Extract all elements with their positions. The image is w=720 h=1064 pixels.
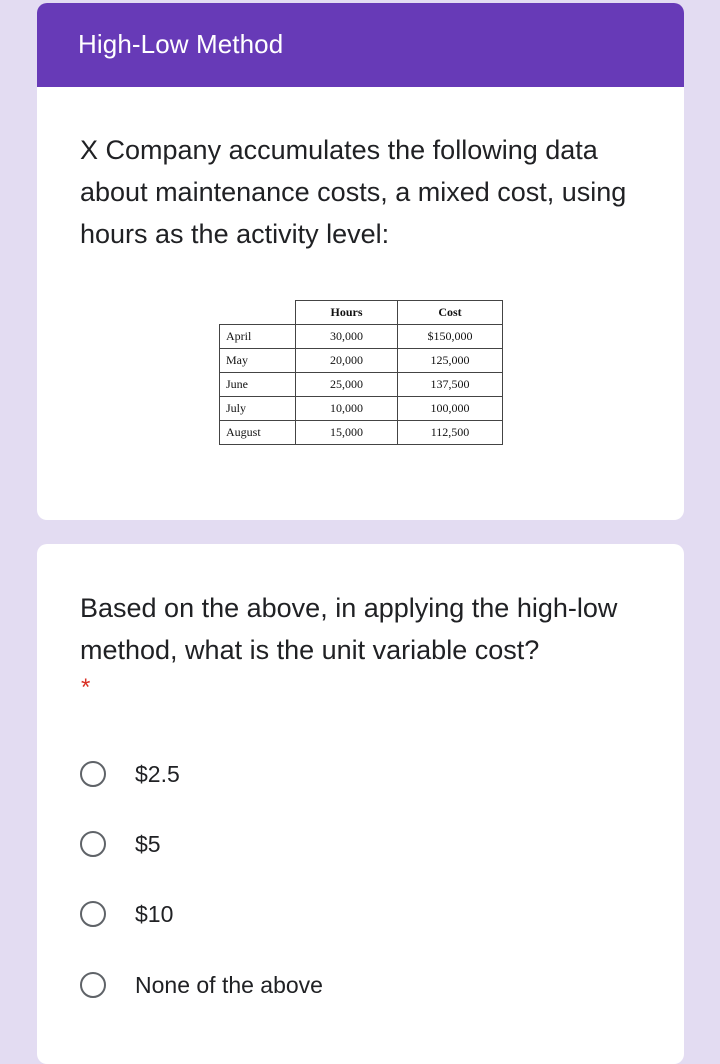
radio-button-icon[interactable] [80, 761, 106, 787]
month-cell: May [220, 349, 296, 373]
table-row [220, 325, 503, 349]
option-label: $10 [135, 900, 174, 927]
form-header-bar [37, 3, 684, 87]
month-cell: July [220, 397, 296, 421]
form-header-card [37, 3, 684, 520]
option-none-of-the-above[interactable] [80, 968, 323, 1002]
hours-cell: 15,000 [296, 421, 398, 445]
table-row [220, 349, 503, 373]
cost-cell: 125,000 [398, 349, 503, 373]
form-title: High-Low Method [78, 29, 284, 59]
option-label: None of the above [135, 971, 323, 998]
radio-button-icon[interactable] [80, 831, 106, 857]
hours-cell: 25,000 [296, 373, 398, 397]
month-cell: April [220, 325, 296, 349]
table-row [220, 397, 503, 421]
option-2-5[interactable] [80, 757, 180, 791]
option-label: $5 [135, 830, 161, 857]
hours-cell: 10,000 [296, 397, 398, 421]
hours-cell: 20,000 [296, 349, 398, 373]
question-text: Based on the above, in applying the high-low method, what is the unit variable cost? [80, 593, 618, 665]
option-10[interactable] [80, 897, 173, 931]
column-header-cost: Cost [398, 301, 503, 325]
option-5[interactable] [80, 827, 161, 861]
cost-cell: 137,500 [398, 373, 503, 397]
month-cell: August [220, 421, 296, 445]
table-corner-cell [220, 301, 296, 325]
table-header-row [220, 301, 503, 325]
option-label: $2.5 [135, 760, 180, 787]
month-cell: June [220, 373, 296, 397]
column-header-hours: Hours [296, 301, 398, 325]
table-row [220, 421, 503, 445]
cost-cell: 112,500 [398, 421, 503, 445]
cost-cell: 100,000 [398, 397, 503, 421]
radio-button-icon[interactable] [80, 972, 106, 998]
question-card [37, 544, 684, 1064]
radio-button-icon[interactable] [80, 901, 106, 927]
table-row [220, 373, 503, 397]
cost-data-table [219, 300, 503, 445]
form-description: X Company accumulates the following data about maintenance costs, a mixed cost, using hours as the activity level: [80, 135, 627, 249]
cost-cell: $150,000 [398, 325, 503, 349]
hours-cell: 30,000 [296, 325, 398, 349]
required-asterisk: * [81, 674, 91, 701]
